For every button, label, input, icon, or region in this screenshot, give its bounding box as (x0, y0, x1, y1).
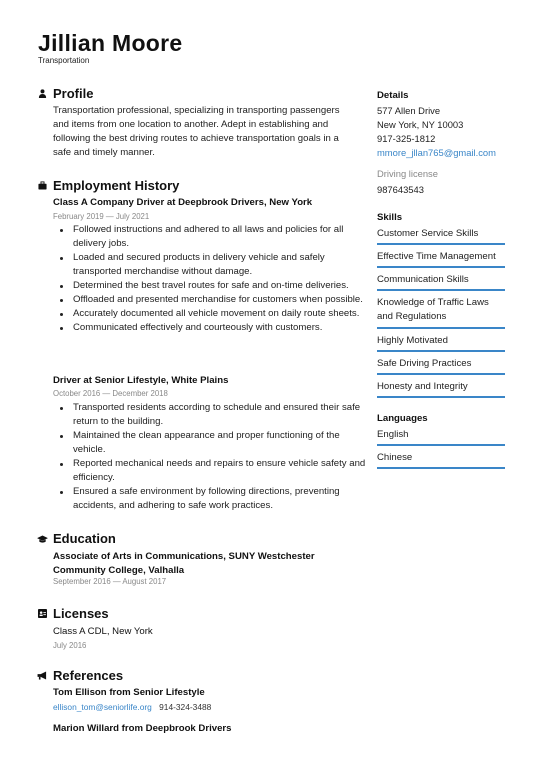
skill-item: Safe Driving Practices (377, 358, 472, 369)
job-title-1: Class A Company Driver at Deepbrook Drivers, New York (53, 197, 313, 208)
list-item: Loaded and secured products in delivery vehicle and safely transported merchandise without damage. (73, 251, 373, 279)
job-dates-2: October 2016 — December 2018 (53, 389, 168, 398)
skill-item: Honesty and Integrity (377, 381, 468, 392)
list-item: Offloaded and presented merchandise for customers when possible. (73, 293, 373, 307)
reference-email-1[interactable]: ellison_tom@seniorlife.org (53, 702, 152, 712)
license-icon (38, 609, 47, 618)
driving-license-number: 987643543 (377, 184, 424, 195)
language-item: English (377, 429, 409, 440)
skill-level-bar (377, 243, 505, 245)
references-heading: References (53, 668, 124, 683)
licenses-heading: Licenses (53, 606, 109, 621)
skill-level-bar (377, 350, 505, 352)
details-email[interactable]: mmore_jllan765@gmail.com (377, 147, 496, 158)
language-item: Chinese (377, 452, 413, 463)
list-item: Determined the best travel routes for safe and on-time deliveries. (73, 279, 373, 293)
reference-contact-1 (53, 702, 211, 712)
job-bullets-2 (53, 401, 373, 513)
profile-text: Transportation professional, specializing in transporting passengers and items from one location to another. Adept in establishing and following the best driving routes to achieve transportation goals in a safe and timely manner. (53, 105, 340, 158)
megaphone-icon (37, 671, 48, 680)
list-item: Transported residents according to schedule and ensured their safe return to the building. (73, 401, 373, 429)
language-level-bar (377, 444, 505, 446)
person-icon (38, 89, 47, 98)
resume-job-title: Transportation (38, 56, 90, 65)
skill-item: Communication Skills (377, 274, 469, 285)
skill-item: Highly Motivated (377, 335, 448, 346)
list-item: Maintained the clean appearance and proper functioning of the vehicle. (73, 429, 373, 457)
briefcase-icon (38, 181, 47, 190)
list-item: Reported mechanical needs and repairs to ensure vehicle safety and efficiency. (73, 457, 373, 485)
details-heading: Details (377, 90, 409, 101)
reference-phone-1: 914-324-3488 (159, 702, 212, 712)
reference-name-2: Marion Willard from Deepbrook Drivers (53, 723, 232, 734)
list-item: Ensured a safe environment by following directions, preventing accidents, and adhering to safe work practices. (73, 485, 373, 513)
profile-heading: Profile (53, 86, 94, 101)
details-phone: 917-325-1812 (377, 133, 436, 144)
skill-item: Customer Service Skills (377, 228, 479, 239)
education-dates: September 2016 — August 2017 (53, 577, 167, 586)
resume-name: Jillian Moore (38, 30, 183, 56)
skills-heading: Skills (377, 212, 403, 223)
details-address-line1: 577 Allen Drive (377, 105, 441, 116)
skill-level-bar (377, 373, 505, 375)
languages-heading: Languages (377, 413, 428, 424)
license-date: July 2016 (53, 641, 87, 650)
list-item: Followed instructions and adhered to all laws and policies for all delivery jobs. (73, 223, 373, 251)
skill-item: Knowledge of Traffic Laws and Regulations (377, 297, 489, 322)
skill-item: Effective Time Management (377, 251, 496, 262)
license-title: Class A CDL, New York (53, 626, 153, 637)
skill-level-bar (377, 289, 505, 291)
job-bullets-1 (53, 223, 373, 335)
skill-level-bar (377, 266, 505, 268)
list-item: Communicated effectively and courteously with customers. (73, 321, 373, 335)
list-item: Accurately documented all vehicle movement on daily route sheets. (73, 307, 373, 321)
driving-license-label: Driving license (377, 168, 438, 179)
education-heading: Education (53, 531, 116, 546)
employment-heading: Employment History (53, 178, 180, 193)
education-degree: Associate of Arts in Communications, SUNY Westchester Community College, Valhalla (53, 551, 315, 576)
job-dates-1: February 2019 — July 2021 (53, 212, 150, 221)
language-level-bar (377, 467, 505, 469)
reference-name-1: Tom Ellison from Senior Lifestyle (53, 687, 205, 698)
skill-level-bar (377, 396, 505, 398)
graduation-cap-icon (37, 535, 48, 544)
job-title-2: Driver at Senior Lifestyle, White Plains (53, 375, 229, 386)
skill-level-bar (377, 327, 505, 329)
details-address-line2: New York, NY 10003 (377, 119, 464, 130)
